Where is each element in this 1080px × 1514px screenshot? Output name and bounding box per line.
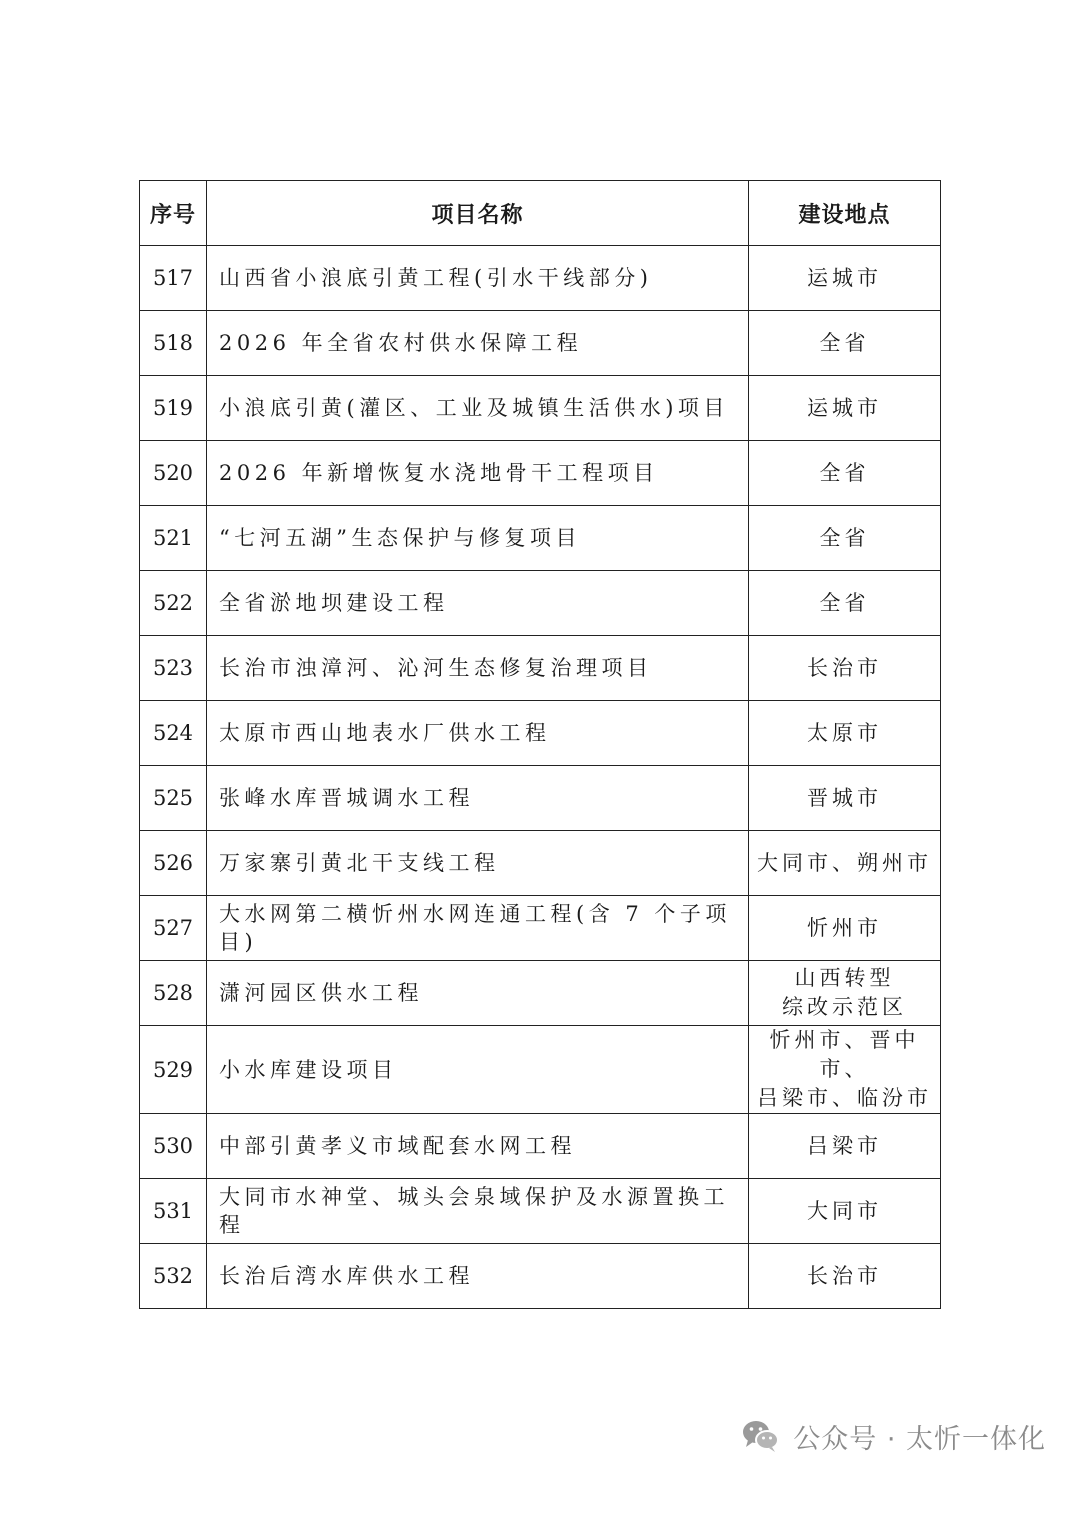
row-project-name: 小浪底引黄(灌区、工业及城镇生活供水)项目 xyxy=(207,376,749,441)
table-row xyxy=(140,571,941,636)
row-project-name: 山西省小浪底引黄工程(引水干线部分) xyxy=(207,246,749,311)
wechat-icon xyxy=(741,1419,781,1453)
table-row xyxy=(140,896,941,961)
table-row xyxy=(140,831,941,896)
row-location: 全省 xyxy=(749,506,941,571)
table-row xyxy=(140,1114,941,1179)
row-seq: 517 xyxy=(140,246,207,311)
row-project-name: 张峰水库晋城调水工程 xyxy=(207,766,749,831)
table-row xyxy=(140,1179,941,1244)
row-seq: 524 xyxy=(140,701,207,766)
row-project-name: 大同市水神堂、城头会泉域保护及水源置换工程 xyxy=(207,1179,749,1244)
project-table xyxy=(139,180,941,1309)
row-location: 运城市 xyxy=(749,376,941,441)
row-seq: 519 xyxy=(140,376,207,441)
row-project-name: 中部引黄孝义市域配套水网工程 xyxy=(207,1114,749,1179)
row-project-name: 小水库建设项目 xyxy=(207,1026,749,1114)
header-seq: 序号 xyxy=(140,181,207,246)
table-row xyxy=(140,1244,941,1309)
row-seq: 523 xyxy=(140,636,207,701)
header-project-name: 项目名称 xyxy=(207,181,749,246)
row-project-name: 万家寨引黄北干支线工程 xyxy=(207,831,749,896)
row-project-name: 长治市浊漳河、沁河生态修复治理项目 xyxy=(207,636,749,701)
row-project-name: 长治后湾水库供水工程 xyxy=(207,1244,749,1309)
table-row xyxy=(140,376,941,441)
row-location: 全省 xyxy=(749,571,941,636)
watermark-text: 公众号 · 太忻一体化 xyxy=(793,1423,1046,1455)
row-location: 山西转型 综改示范区 xyxy=(749,961,941,1026)
table-row xyxy=(140,246,941,311)
row-seq: 529 xyxy=(140,1026,207,1114)
row-seq: 532 xyxy=(140,1244,207,1309)
table-row xyxy=(140,311,941,376)
row-seq: 520 xyxy=(140,441,207,506)
row-project-name: 太原市西山地表水厂供水工程 xyxy=(207,701,749,766)
table-row xyxy=(140,701,941,766)
row-location: 全省 xyxy=(749,441,941,506)
row-project-name: 2026 年新增恢复水浇地骨干工程项目 xyxy=(207,441,749,506)
watermark xyxy=(741,1416,1046,1456)
row-location: 全省 xyxy=(749,311,941,376)
header-location: 建设地点 xyxy=(749,181,941,246)
row-location: 吕梁市 xyxy=(749,1114,941,1179)
row-seq: 528 xyxy=(140,961,207,1026)
row-location: 运城市 xyxy=(749,246,941,311)
row-location: 忻州市 xyxy=(749,896,941,961)
table-body xyxy=(140,246,941,1309)
row-location: 晋城市 xyxy=(749,766,941,831)
row-seq: 531 xyxy=(140,1179,207,1244)
row-project-name: “七河五湖”生态保护与修复项目 xyxy=(207,506,749,571)
row-location: 长治市 xyxy=(749,1244,941,1309)
row-seq: 527 xyxy=(140,896,207,961)
table-row xyxy=(140,961,941,1026)
table-row xyxy=(140,1026,941,1114)
table-row xyxy=(140,441,941,506)
row-location: 大同市、朔州市 xyxy=(749,831,941,896)
table-row xyxy=(140,506,941,571)
row-seq: 522 xyxy=(140,571,207,636)
row-seq: 518 xyxy=(140,311,207,376)
row-project-name: 2026 年全省农村供水保障工程 xyxy=(207,311,749,376)
row-location: 长治市 xyxy=(749,636,941,701)
row-seq: 521 xyxy=(140,506,207,571)
row-location: 大同市 xyxy=(749,1179,941,1244)
row-seq: 526 xyxy=(140,831,207,896)
table-row xyxy=(140,766,941,831)
row-seq: 530 xyxy=(140,1114,207,1179)
row-seq: 525 xyxy=(140,766,207,831)
table-row xyxy=(140,636,941,701)
table-header-row xyxy=(140,181,941,246)
row-location: 太原市 xyxy=(749,701,941,766)
row-project-name: 大水网第二横忻州水网连通工程(含 7 个子项目) xyxy=(207,896,749,961)
row-location: 忻州市、晋中市、 吕梁市、临汾市 xyxy=(749,1026,941,1114)
row-project-name: 潇河园区供水工程 xyxy=(207,961,749,1026)
row-project-name: 全省淤地坝建设工程 xyxy=(207,571,749,636)
